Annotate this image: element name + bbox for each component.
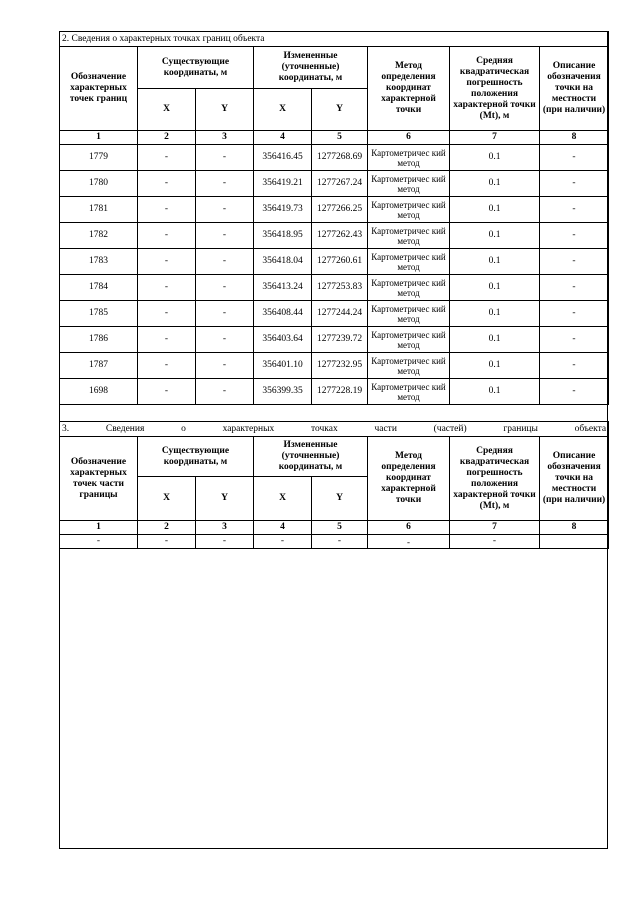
column-number: 4 (254, 131, 312, 145)
table-row (60, 301, 609, 327)
existing-y-cell: - (196, 353, 254, 379)
method-cell: Картометричес кий метод (368, 171, 450, 197)
method-cell: - (368, 535, 450, 549)
method-cell: Картометричес кий метод (368, 301, 450, 327)
column-number-row (60, 521, 609, 535)
error-cell: - (450, 535, 540, 549)
description-cell: - (540, 249, 609, 275)
method-cell: Картометричес кий метод (368, 379, 450, 405)
existing-y-cell: - (196, 145, 254, 171)
description-cell: - (540, 197, 609, 223)
changed-x-cell: 356418.95 (254, 223, 312, 249)
column-number: 8 (540, 131, 609, 145)
description-cell: - (540, 327, 609, 353)
error-cell: 0.1 (450, 301, 540, 327)
changed-y-cell: 1277267.24 (312, 171, 368, 197)
method-cell: Картометричес кий метод (368, 353, 450, 379)
header-description: Описание обозначения точки на местности (при наличии) (540, 437, 609, 521)
table-row (60, 379, 609, 405)
error-cell: 0.1 (450, 145, 540, 171)
header-existing-x: X (138, 89, 196, 131)
column-number: 1 (60, 131, 138, 145)
changed-y-cell: 1277239.72 (312, 327, 368, 353)
error-cell: 0.1 (450, 275, 540, 301)
header-changed-x: X (254, 477, 312, 521)
error-cell: 0.1 (450, 249, 540, 275)
existing-x-cell: - (138, 379, 196, 405)
error-cell: 0.1 (450, 223, 540, 249)
column-number: 2 (138, 131, 196, 145)
table-row (60, 197, 609, 223)
boundary-points-table (59, 31, 609, 405)
changed-x-cell: 356419.21 (254, 171, 312, 197)
changed-x-cell: 356416.45 (254, 145, 312, 171)
point-id-cell: 1780 (60, 171, 138, 197)
column-number: 3 (196, 521, 254, 535)
method-cell: Картометричес кий метод (368, 223, 450, 249)
column-number: 6 (368, 521, 450, 535)
changed-x-cell: 356413.24 (254, 275, 312, 301)
header-designation: Обозначение характерных точек части границы (60, 437, 138, 521)
header-designation: Обозначение характерных точек границ (60, 47, 138, 131)
column-number: 1 (60, 521, 138, 535)
header-description: Описание обозначения точки на местности (при наличии) (540, 47, 609, 131)
column-number: 5 (312, 521, 368, 535)
column-number: 5 (312, 131, 368, 145)
point-id-cell: 1779 (60, 145, 138, 171)
point-id-cell: 1781 (60, 197, 138, 223)
column-number: 7 (450, 521, 540, 535)
point-id-cell: 1782 (60, 223, 138, 249)
existing-y-cell: - (196, 275, 254, 301)
point-id-cell: 1783 (60, 249, 138, 275)
changed-x-cell: 356403.64 (254, 327, 312, 353)
point-id-cell: 1784 (60, 275, 138, 301)
point-id-cell: 1786 (60, 327, 138, 353)
changed-y-cell: 1277232.95 (312, 353, 368, 379)
existing-x-cell: - (138, 249, 196, 275)
changed-y-cell: 1277266.25 (312, 197, 368, 223)
header-changed-x: X (254, 89, 312, 131)
error-cell: 0.1 (450, 327, 540, 353)
section-caption: 2. Сведения о характерных точках границ объекта (60, 32, 609, 47)
column-number: 4 (254, 521, 312, 535)
changed-y-cell: 1277253.83 (312, 275, 368, 301)
changed-x-cell: - (254, 535, 312, 549)
description-cell: - (540, 275, 609, 301)
point-id-cell: 1787 (60, 353, 138, 379)
header-changed-y: Y (312, 477, 368, 521)
changed-y-cell: 1277228.19 (312, 379, 368, 405)
description-cell (540, 535, 609, 549)
existing-y-cell: - (196, 249, 254, 275)
error-cell: 0.1 (450, 197, 540, 223)
column-number: 3 (196, 131, 254, 145)
existing-y-cell: - (196, 327, 254, 353)
method-cell: Картометричес кий метод (368, 145, 450, 171)
changed-x-cell: 356408.44 (254, 301, 312, 327)
document-sheet (59, 31, 608, 849)
table-row (60, 223, 609, 249)
header-changed-y: Y (312, 89, 368, 131)
description-cell: - (540, 223, 609, 249)
column-number: 7 (450, 131, 540, 145)
existing-x-cell: - (138, 275, 196, 301)
changed-y-cell: - (312, 535, 368, 549)
description-cell: - (540, 301, 609, 327)
column-number: 6 (368, 131, 450, 145)
description-cell: - (540, 379, 609, 405)
error-cell: 0.1 (450, 171, 540, 197)
header-existing-y: Y (196, 477, 254, 521)
point-id-cell: 1785 (60, 301, 138, 327)
header-existing-coords: Существующие координаты, м (138, 47, 254, 89)
table-row (60, 535, 609, 549)
existing-x-cell: - (138, 327, 196, 353)
description-cell: - (540, 353, 609, 379)
header-existing-coords: Существующие координаты, м (138, 437, 254, 477)
existing-x-cell: - (138, 301, 196, 327)
part-boundary-points-table (59, 421, 609, 549)
changed-y-cell: 1277260.61 (312, 249, 368, 275)
existing-y-cell: - (196, 223, 254, 249)
header-method: Метод определения координат характерной точки (368, 437, 450, 521)
existing-x-cell: - (138, 145, 196, 171)
column-number: 8 (540, 521, 609, 535)
changed-x-cell: 356399.35 (254, 379, 312, 405)
header-existing-x: X (138, 477, 196, 521)
column-number: 2 (138, 521, 196, 535)
existing-x-cell: - (138, 535, 196, 549)
table-row (60, 327, 609, 353)
existing-x-cell: - (138, 223, 196, 249)
header-error: Средняя квадратическая погрешность положения характерной точки (Mt), м (450, 437, 540, 521)
existing-x-cell: - (138, 197, 196, 223)
existing-x-cell: - (138, 171, 196, 197)
error-cell: 0.1 (450, 353, 540, 379)
header-method: Метод определения координат характерной точки (368, 47, 450, 131)
method-cell: Картометричес кий метод (368, 197, 450, 223)
method-cell: Картометричес кий метод (368, 275, 450, 301)
header-existing-y: Y (196, 89, 254, 131)
existing-y-cell: - (196, 379, 254, 405)
existing-y-cell: - (196, 301, 254, 327)
existing-x-cell: - (138, 353, 196, 379)
table-row (60, 275, 609, 301)
table-row (60, 171, 609, 197)
description-cell: - (540, 145, 609, 171)
column-number-row (60, 131, 609, 145)
section-caption: 3. Сведения о характерных точках части (частей) границы объекта (60, 422, 609, 437)
existing-y-cell: - (196, 197, 254, 223)
method-cell: Картометричес кий метод (368, 327, 450, 353)
table-row (60, 145, 609, 171)
existing-y-cell: - (196, 171, 254, 197)
header-changed-coords: Измененные (уточненные) координаты, м (254, 437, 368, 477)
existing-y-cell: - (196, 535, 254, 549)
description-cell: - (540, 171, 609, 197)
changed-y-cell: 1277262.43 (312, 223, 368, 249)
changed-y-cell: 1277268.69 (312, 145, 368, 171)
method-cell: Картометричес кий метод (368, 249, 450, 275)
header-error: Средняя квадратическая погрешность положения характерной точки (Mt), м (450, 47, 540, 131)
point-id-cell: - (60, 535, 138, 549)
changed-y-cell: 1277244.24 (312, 301, 368, 327)
table-row (60, 249, 609, 275)
error-cell: 0.1 (450, 379, 540, 405)
table-row (60, 353, 609, 379)
changed-x-cell: 356418.04 (254, 249, 312, 275)
changed-x-cell: 356419.73 (254, 197, 312, 223)
changed-x-cell: 356401.10 (254, 353, 312, 379)
point-id-cell: 1698 (60, 379, 138, 405)
header-changed-coords: Измененные (уточненные) координаты, м (254, 47, 368, 89)
